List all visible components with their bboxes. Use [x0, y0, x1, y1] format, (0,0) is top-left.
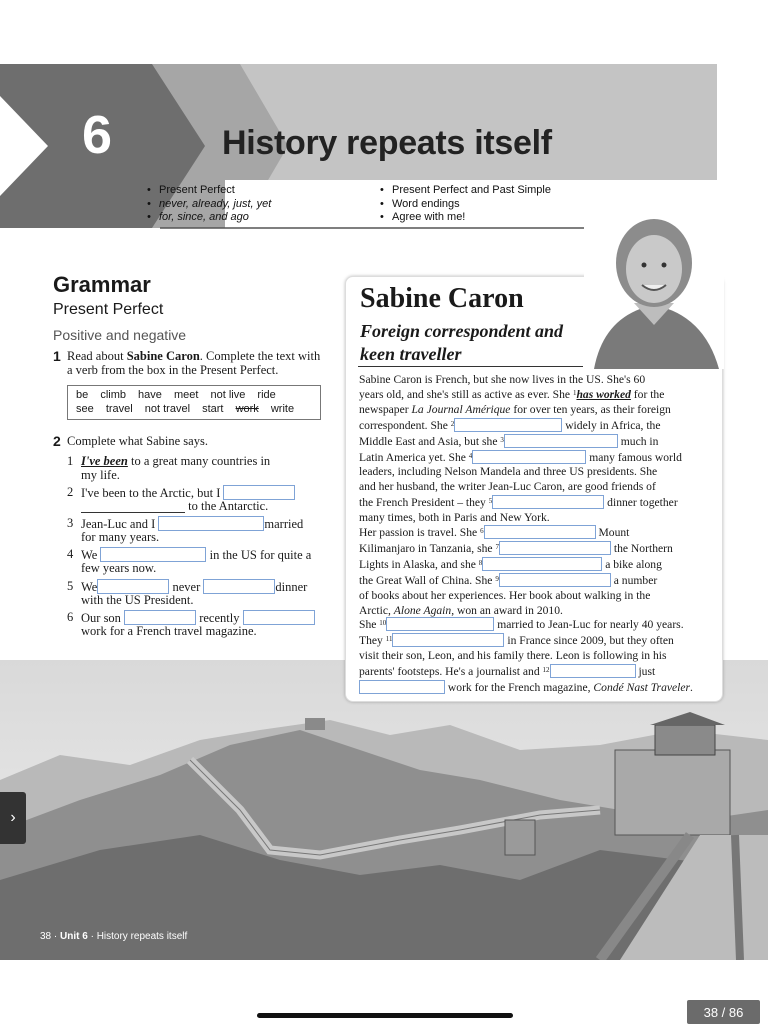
item-text: to a great many countries in	[127, 454, 271, 468]
article-card	[345, 276, 723, 702]
exercise-item	[67, 547, 312, 562]
text: dinner together	[607, 496, 678, 510]
text: the Great Wall of China. She	[359, 573, 493, 587]
gap-number: 10	[379, 619, 387, 627]
gap-number: 5	[488, 497, 493, 506]
text-line	[359, 541, 711, 557]
gap-number: 7	[495, 542, 499, 551]
word: write	[270, 403, 295, 415]
magazine-name: Condé Nast Traveler	[593, 680, 691, 694]
article-paragraph-3	[359, 617, 711, 696]
text: Arctic,	[359, 603, 394, 617]
text-line: leaders, including Nelson Mandela and three US presidents. She	[359, 465, 658, 479]
divider	[358, 366, 583, 367]
gap-input[interactable]	[499, 541, 611, 555]
unit-title: History repeats itself	[222, 124, 552, 162]
example-answer: has worked	[576, 387, 631, 401]
gap-number: 1	[572, 388, 577, 397]
gap-input[interactable]	[499, 573, 611, 587]
text-line: many times, both in Paris and New York.	[359, 511, 550, 525]
item-text: married	[264, 517, 304, 531]
item-text: Jean-Luc and I	[81, 517, 156, 531]
text-line	[359, 573, 711, 589]
item-text-line: with the US President.	[81, 593, 194, 607]
topic-item: • Present Perfect	[145, 184, 271, 198]
text: correspondent. She	[359, 418, 448, 432]
item-number: 1	[67, 454, 74, 468]
unit-topics-left	[145, 184, 271, 225]
text: Mount	[598, 526, 630, 539]
item-text: dinner	[275, 580, 308, 594]
item-text-line: my life.	[81, 468, 120, 482]
text: much in	[620, 434, 659, 448]
topic-item: • for, since, and ago	[145, 211, 271, 225]
item-number: 2	[67, 485, 74, 499]
gap-input[interactable]	[359, 680, 445, 694]
gap-input[interactable]	[454, 418, 562, 432]
text-line: Sabine Caron is French, but she now lives in the US. She's 60	[359, 373, 646, 386]
text: Kilimanjaro in Tanzania, she	[359, 541, 493, 555]
answer-input[interactable]	[243, 610, 315, 625]
text-line	[359, 617, 711, 633]
exercise-item	[67, 454, 271, 468]
next-page-button[interactable]	[0, 792, 26, 844]
unit-topics-right	[378, 184, 551, 225]
text: the Northern	[613, 541, 673, 555]
text: many famous world	[589, 450, 682, 464]
item-text: recently	[199, 611, 240, 625]
topic-item: • Agree with me!	[378, 211, 551, 225]
text-line	[359, 557, 711, 573]
word: not travel	[144, 403, 191, 415]
chevron-right-icon: ›	[10, 809, 16, 826]
text-line	[359, 388, 711, 403]
footer-title: History repeats itself	[96, 931, 188, 942]
answer-input[interactable]	[223, 485, 295, 500]
answer-input[interactable]	[100, 547, 206, 562]
sabine-portrait-photo	[584, 205, 724, 369]
article-subtitle: Foreign correspondent and keen traveller	[360, 321, 564, 364]
text-line: visit their son, Leon, and his family there. Leon is following in his	[359, 648, 667, 662]
exercise-item	[67, 485, 295, 500]
exercise-number: 1	[53, 348, 61, 364]
unit-number: 6	[82, 105, 113, 165]
answer-input[interactable]	[97, 579, 169, 594]
text-line	[359, 495, 711, 511]
item-number: 4	[67, 547, 74, 561]
text-line	[359, 680, 711, 696]
text-line	[359, 633, 711, 649]
page-footer: 38 · Unit 6 · History repeats itself	[40, 931, 188, 942]
gap-input[interactable]	[484, 525, 596, 539]
topic-item: • Present Perfect and Past Simple	[378, 184, 551, 198]
text: Middle East and Asia, but she	[359, 434, 498, 448]
exercise-item	[67, 610, 315, 625]
gap-number: 2	[450, 419, 455, 428]
word: not live	[210, 389, 246, 401]
text-line: of books about her experiences. Her book about walking in the	[359, 588, 651, 602]
text: Lights in Alaska, and she	[359, 557, 476, 571]
text-line	[359, 418, 711, 434]
section-title: Grammar	[53, 272, 151, 297]
footer-page-number: 38	[40, 931, 52, 942]
great-wall-photo	[0, 660, 768, 960]
gap-input[interactable]	[504, 434, 618, 448]
text: They	[359, 633, 383, 647]
text: a number	[613, 573, 658, 587]
exercise-number: 2	[53, 433, 61, 449]
gap-number: 3	[500, 435, 504, 444]
text: Her passion is travel. She	[359, 526, 478, 539]
page-indicator: 38 / 86	[687, 1000, 760, 1024]
word: meet	[173, 389, 199, 401]
item-number: 6	[67, 610, 74, 624]
word-row	[76, 403, 303, 415]
exercise-item	[81, 499, 268, 513]
word-row	[76, 389, 285, 401]
subsection-heading: Positive and negative	[53, 327, 187, 343]
item-text-line: few years now.	[81, 561, 157, 575]
text-line: and her husband, the writer Jean-Luc Caron, are good friends of	[359, 480, 656, 494]
text: in France since 2009, but they often	[507, 633, 674, 647]
item-number: 3	[67, 516, 74, 530]
word-used: work	[235, 403, 259, 415]
text: parents' footsteps. He's a journalist and	[359, 664, 540, 678]
instruction-text: Complete what Sabine says.	[67, 434, 208, 448]
text: years old, and she's still as active as ever. She	[359, 387, 571, 401]
text-line	[359, 450, 711, 466]
gap-number: 9	[495, 574, 499, 583]
text: widely in Africa, the	[565, 418, 661, 432]
text-line	[359, 525, 711, 541]
instruction-text: . Complete the text with a verb from the box in the Present Perfect.	[67, 349, 321, 377]
item-text: I've been to the Arctic, but I	[81, 486, 221, 500]
article-title: Sabine Caron	[360, 283, 524, 314]
item-text: to the Antarctic.	[188, 499, 269, 513]
text: Latin America yet. She	[359, 450, 466, 464]
newspaper-name: La Journal Amérique	[411, 402, 511, 416]
instruction-text: Read about	[67, 349, 127, 363]
item-text: We	[81, 548, 98, 562]
article-paragraph-2	[359, 525, 711, 618]
text: a bike along	[605, 557, 662, 571]
answer-input[interactable]	[124, 610, 196, 625]
answer-input[interactable]	[81, 502, 185, 513]
home-indicator-bar[interactable]	[257, 1013, 513, 1018]
gap-number: 11	[385, 634, 393, 643]
exercise-1-instructions	[53, 348, 327, 377]
section-subtitle: Present Perfect	[53, 301, 164, 318]
word: ride	[257, 389, 276, 401]
text: work for the French magazine,	[447, 680, 594, 694]
exercise-2-instructions	[53, 433, 208, 449]
example-answer: I've been	[81, 454, 128, 468]
text-line	[359, 434, 711, 450]
footer-unit: Unit 6	[60, 931, 88, 942]
topic-item: • Word endings	[378, 198, 551, 212]
gap-input[interactable]	[386, 617, 494, 631]
text-line	[359, 664, 711, 680]
gap-number: 6	[480, 527, 484, 535]
text: .	[690, 680, 693, 694]
item-text-line: work for a French travel magazine.	[81, 624, 257, 638]
topic-item: • never, already, just, yet	[145, 198, 271, 212]
item-number: 5	[67, 579, 74, 593]
item-text-line: for many years.	[81, 530, 160, 544]
word: start	[202, 403, 224, 415]
text: She	[359, 618, 377, 631]
text: just	[638, 664, 656, 678]
gap-input[interactable]	[472, 450, 586, 464]
exercise-item	[67, 579, 308, 594]
gap-input[interactable]	[482, 557, 602, 571]
gap-number: 4	[468, 451, 473, 460]
item-text: in the US for quite a	[209, 548, 312, 562]
gap-input[interactable]	[392, 633, 504, 647]
answer-input[interactable]	[203, 579, 275, 594]
word: travel	[105, 403, 133, 415]
text-line	[359, 403, 711, 418]
text: for the	[633, 387, 665, 401]
gap-input[interactable]	[492, 495, 604, 509]
item-text: We	[81, 580, 98, 594]
book-title: Alone Again	[393, 603, 452, 617]
gap-input[interactable]	[550, 664, 636, 678]
word: climb	[100, 389, 126, 401]
word-box	[67, 385, 321, 420]
instruction-name: Sabine Caron	[126, 349, 200, 363]
word: see	[76, 403, 94, 415]
text: , won an award in 2010.	[451, 603, 563, 617]
text: newspaper	[359, 402, 412, 416]
exercise-item	[67, 516, 304, 531]
gap-number: 8	[478, 558, 483, 567]
text: married to Jean-Luc for nearly 40 years.	[497, 618, 684, 631]
item-text: never	[172, 580, 201, 594]
answer-input[interactable]	[158, 516, 264, 531]
text: for over ten years, as their foreign	[510, 402, 671, 416]
word: be	[76, 389, 89, 401]
word: have	[138, 389, 162, 401]
article-paragraph-1	[359, 373, 711, 526]
item-text: Our son	[81, 611, 121, 625]
text: the French President – they	[359, 496, 486, 510]
gap-number: 12	[542, 665, 550, 674]
